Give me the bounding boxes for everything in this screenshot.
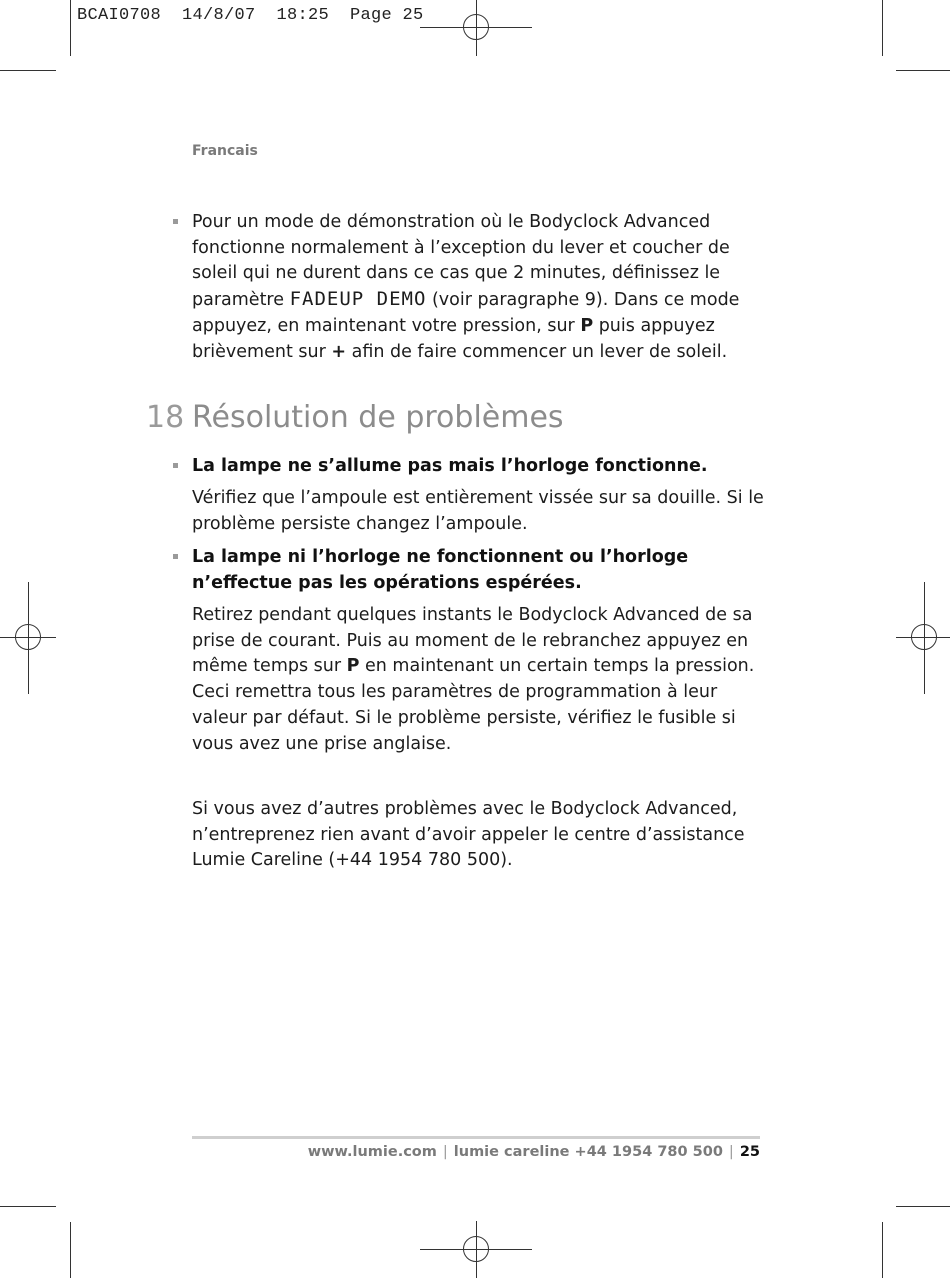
- problem-solution: Vérifiez que l’ampoule est entièrement vissée sur sa douille. Si le problème persiste changez l’ampoule.: [192, 488, 764, 534]
- key-plus: +: [331, 341, 347, 362]
- closing-paragraph: Si vous avez d’autres problèmes avec le Bodyclock Advanced, n’entreprenez rien avant d’avoir appeler le centre d’assistance Lumie Careline (+44 1954 780 500).: [192, 799, 745, 871]
- bullet-icon: [173, 554, 178, 559]
- print-slug: BCAI0708 14/8/07 18:25 Page 25: [77, 6, 424, 25]
- bullet-icon: [173, 219, 178, 224]
- language-label: Francais: [192, 143, 258, 159]
- problem-heading: La lampe ni l’horloge ne fonctionnent ou l’horloge n’effectue pas les opérations espérées.: [192, 547, 689, 593]
- bullet-icon: [173, 463, 178, 468]
- footer-rule: [192, 1136, 760, 1139]
- page-number: 25: [739, 1144, 760, 1160]
- intro-paragraph: Pour un mode de démonstration où le Bodyclock Advanced fonctionne normalement à l’exception du lever et coucher de soleil qui ne durent dans ce cas que 2 minutes, définissez le paramètre FADEUP DEMO (voir paragraphe 9). Dans ce mode appuyez, en maintenant votre pression, sur P puis appuyez brièvement sur + afin de faire commencer un lever de soleil.: [192, 212, 740, 362]
- key-p: P: [580, 315, 594, 336]
- footer-careline: lumie careline +44 1954 780 500: [453, 1144, 723, 1160]
- page-footer: www.lumie.com | lumie careline +44 1954 780 500 | 25: [307, 1144, 760, 1160]
- key-p: P: [346, 656, 360, 677]
- footer-website: www.lumie.com: [307, 1144, 437, 1160]
- section-number: 18: [146, 400, 185, 435]
- problem-heading: La lampe ne s’allume pas mais l’horloge fonctionne.: [192, 456, 708, 476]
- section-title: Résolution de problèmes: [192, 400, 564, 435]
- problem-solution: Retirez pendant quelques instants le Bodyclock Advanced de sa prise de courant. Puis au moment de le rebranchez appuyez en même temps sur P en maintenant un certain temps la pression. Ceci remettra tous les paramètres de programmation à leur valeur par défaut. Si le problème persiste, vérifiez le fusible si vous avez une prise anglaise.: [192, 605, 755, 754]
- lcd-parameter: FADEUP DEMO: [289, 288, 427, 311]
